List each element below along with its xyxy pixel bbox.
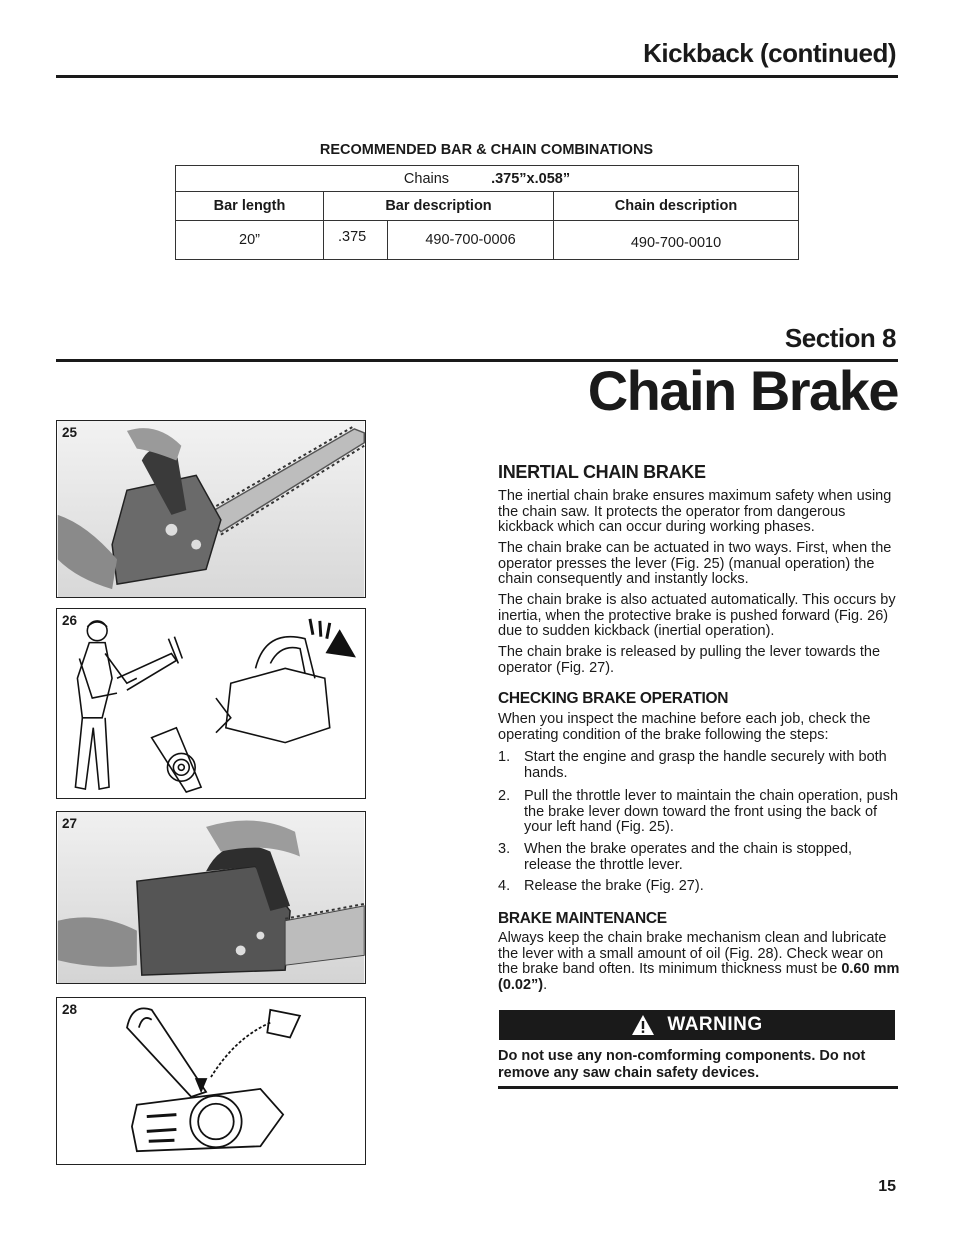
figure-number: 27: [62, 816, 78, 831]
checking-heading: CHECKING BRAKE OPERATION: [498, 690, 729, 707]
maintenance-end: .: [543, 976, 548, 993]
step-text: When the brake operates and the chain is stopped, release the throttle lever.: [524, 841, 853, 873]
figure-25: [56, 420, 366, 598]
header-chain-description: Chain description: [554, 192, 799, 221]
figure-number: 25: [62, 425, 78, 440]
step-text: Pull the throttle lever to maintain the chain operation, push the brake lever down toward the front using the back of your left hand (Fig. 25).: [524, 788, 899, 836]
warning-text: Do not use any non-comforming components. Do not remove any saw chain safety devices.: [498, 1048, 866, 1081]
section-label: Section 8: [784, 323, 896, 353]
step-number: 4.: [498, 878, 511, 894]
figure-number: 26: [62, 613, 78, 628]
chains-cell: [176, 166, 799, 192]
maintenance-heading: BRAKE MAINTENANCE: [498, 910, 667, 927]
inertial-heading: INERTIAL CHAIN BRAKE: [498, 462, 706, 482]
step-number: 1.: [498, 749, 511, 765]
page-title: Chain Brake: [587, 359, 898, 422]
table-row: [176, 166, 799, 192]
step-number: 3.: [498, 841, 511, 857]
min-thickness: 0.60 mm (0.02”): [498, 961, 900, 993]
inertial-paragraph: The inertial chain brake ensures maximum safety when using the chain saw. It protects the operator from dangerous kickback which can occur during working phases.: [498, 488, 892, 536]
step-number: 2.: [498, 788, 511, 804]
header-title: Kickback (continued): [643, 38, 896, 68]
list-item: [498, 789, 900, 836]
warning-triangle-icon: [631, 1014, 655, 1036]
chains-label: Chains: [403, 170, 450, 187]
bar-chain-table: [175, 165, 799, 260]
figure-28: [56, 997, 366, 1165]
chainsaw-brake-release-illustration: [57, 812, 365, 983]
page-number: 15: [878, 1178, 896, 1195]
cell-bar-part: 490-700-0006: [388, 221, 554, 260]
header-bar-length: Bar length: [176, 192, 324, 221]
header-bar-description: Bar description: [324, 192, 554, 221]
list-item: [498, 750, 900, 781]
figure-27: [56, 811, 366, 984]
checking-intro: When you inspect the machine before each job, check the operating condition of the brake following the steps:: [498, 711, 871, 743]
cell-bar-length: 20”: [176, 221, 324, 260]
table-header-row: [176, 192, 799, 221]
inertial-paragraph: The chain brake is released by pulling the lever towards the operator (Fig. 27).: [498, 644, 881, 676]
table-caption: RECOMMENDED BAR & CHAIN COMBINATIONS: [319, 142, 654, 158]
warning-banner: [499, 1010, 895, 1040]
list-item: [498, 879, 900, 895]
figure-number: 28: [62, 1002, 78, 1017]
maintenance-body: Always keep the chain brake mechanism clean and lubricate the lever with a small amount of oil (Fig. 28). Check wear on the brake band often. Its minimum thickness must be: [498, 930, 887, 978]
maintenance-text: [498, 931, 900, 993]
inertial-paragraph: The chain brake can be actuated in two ways. First, when the operator presses the lever (Fig. 25) (manual operation) the chain consequently and instantly locks.: [498, 540, 892, 588]
warning-rule: [498, 1086, 898, 1089]
list-item: [498, 842, 900, 873]
table-row: [176, 221, 799, 260]
header-rule: [56, 75, 898, 78]
chains-value: .375”x.058”: [491, 170, 571, 187]
brake-lubrication-illustration: [57, 998, 365, 1164]
inertial-paragraph: The chain brake is also actuated automatically. This occurs by inertia, when the protective brake is pushed forward (Fig. 26) due to sudden kickback (inertial operation).: [498, 592, 896, 640]
cell-chain-part: 490-700-0010: [554, 221, 799, 260]
warning-label: WARNING: [667, 1014, 763, 1035]
figure-26: [56, 608, 366, 799]
step-text: Release the brake (Fig. 27).: [524, 878, 704, 894]
cell-pitch: .375: [324, 221, 388, 260]
chainsaw-manual-brake-illustration: [57, 421, 365, 597]
step-text: Start the engine and grasp the handle securely with both hands.: [524, 749, 887, 781]
inertial-kickback-illustration: [57, 609, 365, 798]
